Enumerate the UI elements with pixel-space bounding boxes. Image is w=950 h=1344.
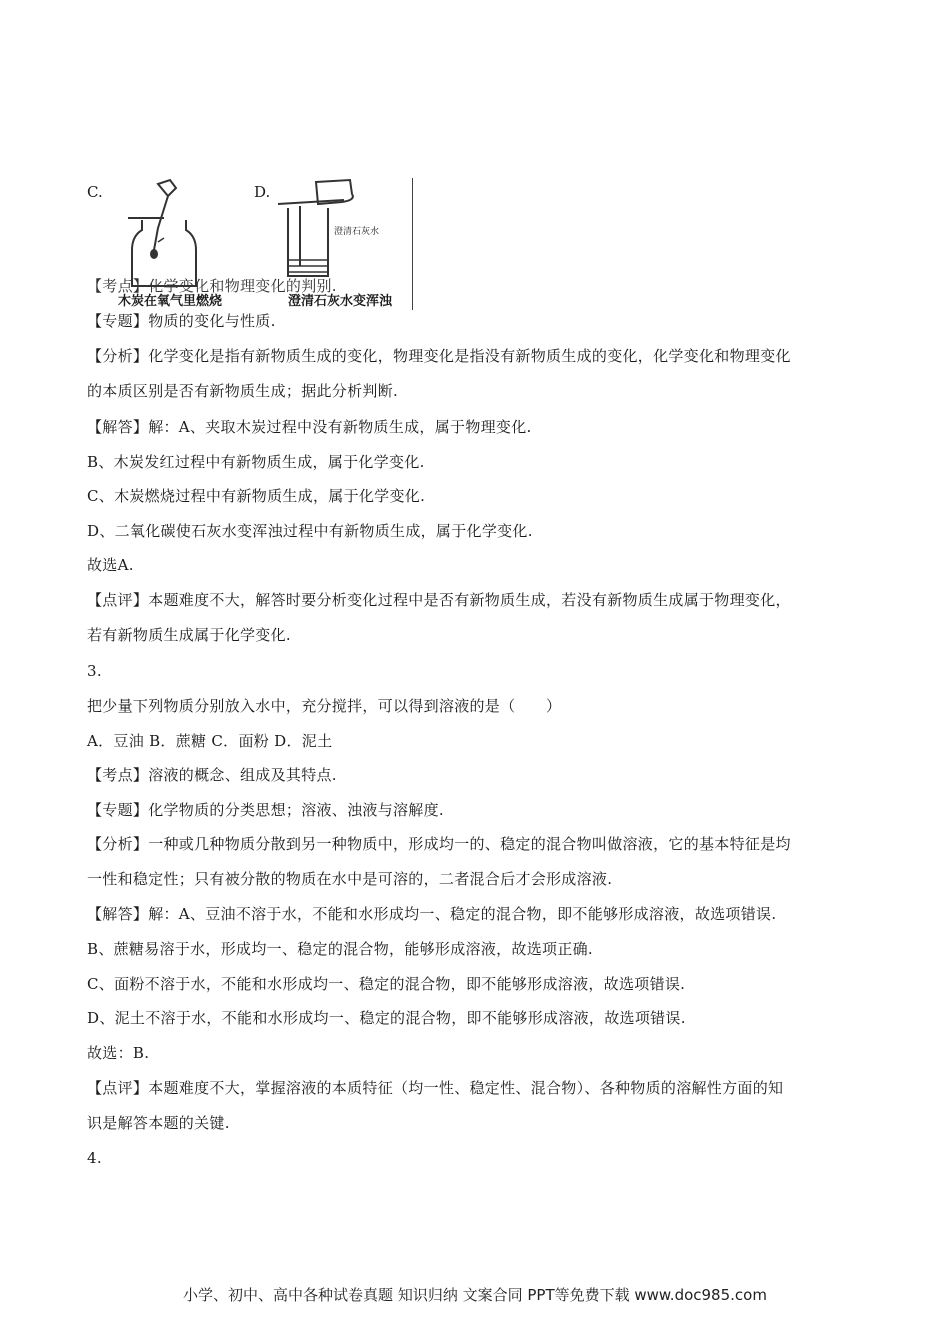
text-line: 若有新物质生成属于化学变化. xyxy=(87,626,291,644)
option-c-label: C. xyxy=(87,183,103,201)
text-line: C、木炭燃烧过程中有新物质生成，属于化学变化. xyxy=(87,487,426,505)
text-line: 【解答】解：A、豆油不溶于水，不能和水形成均一、稳定的混合物，即不能够形成溶液，故选项错误. xyxy=(87,905,777,923)
figure-c-caption: 木炭在氧气里燃烧 xyxy=(118,294,223,309)
text-line: 【分析】化学变化是指有新物质生成的变化，物理变化是指没有新物质生成的变化，化学变化和物理变化 xyxy=(87,347,791,365)
question-stem: 把少量下列物质分别放入水中，充分搅拌，可以得到溶液的是（ ） xyxy=(87,697,562,715)
text-line: 【专题】化学物质的分类思想；溶液、浊液与溶解度. xyxy=(87,801,444,819)
text-line: 【考点】溶液的概念、组成及其特点. xyxy=(87,766,337,784)
question-options: A．豆油 B．蔗糖 C．面粉 D．泥土 xyxy=(87,732,333,750)
text-line: 识是解答本题的关键. xyxy=(87,1114,230,1132)
question-number: 4. xyxy=(87,1149,102,1167)
page-footer: 小学、初中、高中各种试卷真题 知识归纳 文案合同 PPT等免费下载 www.doc985.com xyxy=(183,1286,767,1304)
text-line: 【分析】一种或几种物质分散到另一种物质中，形成均一的、稳定的混合物叫做溶液，它的基本特征是均 xyxy=(87,835,791,853)
text-line: B、木炭发红过程中有新物质生成，属于化学变化. xyxy=(87,453,425,471)
text-line: B、蔗糖易溶于水，形成均一、稳定的混合物，能够形成溶液，故选项正确. xyxy=(87,940,593,958)
text-line: 的本质区别是否有新物质生成；据此分析判断. xyxy=(87,382,399,400)
text-line: 故选：B. xyxy=(87,1044,150,1062)
figure-d-caption: 澄清石灰水变浑浊 xyxy=(288,294,393,309)
text-line: 故选A. xyxy=(87,556,134,574)
topic-line-text: 【考点】化学变化和物理变化的判别. xyxy=(87,277,337,295)
question-number: 3. xyxy=(87,662,102,680)
text-line: 一性和稳定性；只有被分散的物质在水中是可溶的，二者混合后才会形成溶液. xyxy=(87,870,613,888)
text-line: 【解答】解：A、夹取木炭过程中没有新物质生成，属于物理变化. xyxy=(87,418,532,436)
topic-line-partially-hidden xyxy=(87,276,337,296)
option-d-label: D. xyxy=(254,183,271,201)
text-line: D、泥土不溶于水，不能和水形成均一、稳定的混合物，即不能够形成溶液，故选项错误. xyxy=(87,1009,686,1027)
text-line: 【专题】物质的变化与性质. xyxy=(87,312,276,330)
text-line: D、二氧化碳使石灰水变浑浊过程中有新物质生成，属于化学变化. xyxy=(87,522,533,540)
figure-d-side-label: 澄清石灰水 xyxy=(334,227,380,237)
text-line: 【点评】本题难度不大，掌握溶液的本质特征（均一性、稳定性、混合物）、各种物质的溶解性方面的知 xyxy=(87,1079,784,1097)
text-line: 【点评】本题难度不大，解答时要分析变化过程中是否有新物质生成，若没有新物质生成属于物理变化， xyxy=(87,591,791,609)
text-line: C、面粉不溶于水，不能和水形成均一、稳定的混合物，即不能够形成溶液，故选项错误. xyxy=(87,975,686,993)
